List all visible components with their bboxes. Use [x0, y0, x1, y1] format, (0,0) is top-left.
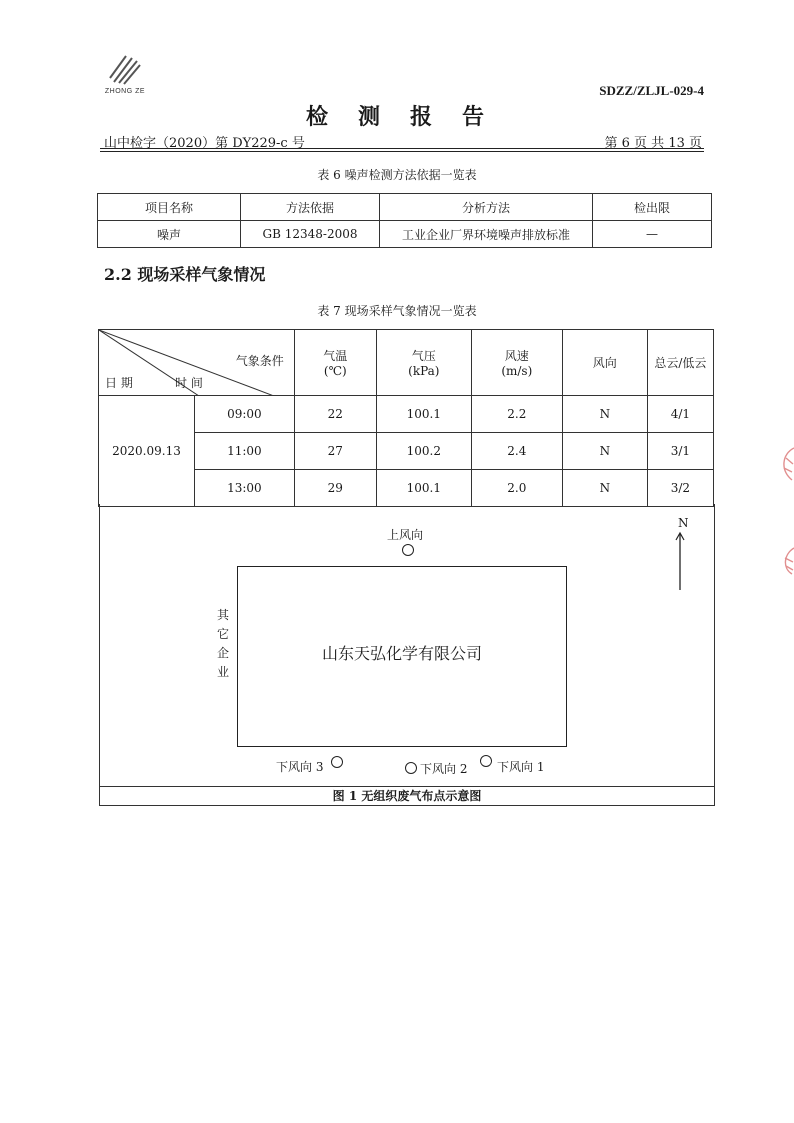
- wind-speed-cell: 2.2: [471, 396, 562, 433]
- section-heading: 2.2 现场采样气象情况: [104, 265, 266, 284]
- table6-cell: GB 12348-2008: [241, 221, 380, 248]
- header-rule-thin: [100, 151, 704, 152]
- weather-table: [98, 329, 714, 507]
- table7-corner-cell: [99, 330, 295, 396]
- table6-header: 检出限: [593, 194, 712, 221]
- downwind-1-point-icon: [480, 755, 492, 767]
- time-cell: 13:00: [195, 470, 295, 507]
- corner-time-label: 时 间: [175, 376, 203, 390]
- table6-caption: 表 6 噪声检测方法依据一览表: [317, 168, 477, 182]
- document-code: SDZZ/ZLJL-029-4: [599, 83, 704, 98]
- report-number: 山中检字（2020）第 DY229-c 号: [104, 136, 305, 151]
- header-line1: 风速: [504, 349, 529, 363]
- cloud-cell: 3/2: [647, 470, 713, 507]
- temp-cell: 27: [294, 433, 376, 470]
- page-info: 第 6 页 共 13 页: [604, 136, 702, 151]
- upwind-label: 上风向: [387, 528, 424, 542]
- seal-stamp-icon: [776, 440, 794, 600]
- downwind-3-label: 下风向 3: [276, 760, 324, 774]
- temp-cell: 29: [294, 470, 376, 507]
- wind-speed-header: [471, 330, 562, 396]
- table6-header: 分析方法: [380, 194, 593, 221]
- date-cell: 2020.09.13: [99, 396, 195, 507]
- north-label: N: [678, 516, 689, 530]
- logo-text: ZHONG ZE: [104, 88, 146, 95]
- corner-weather-label: 气象条件: [235, 354, 284, 368]
- wind-direction-cell: N: [562, 433, 647, 470]
- time-cell: 11:00: [195, 433, 295, 470]
- table7-caption: 表 7 现场采样气象情况一览表: [317, 304, 477, 318]
- downwind-2-label: 下风向 2: [420, 762, 468, 776]
- downwind-3-point-icon: [331, 756, 343, 768]
- header-rule: [100, 148, 704, 149]
- table6-cell: 噪声: [98, 221, 241, 248]
- table-row: [99, 396, 714, 433]
- header-line2: (℃): [323, 364, 347, 378]
- report-title: 检测报告: [305, 104, 514, 130]
- header-line2: (m/s): [501, 364, 533, 378]
- pressure-cell: 100.1: [376, 396, 471, 433]
- downwind-1-label: 下风向 1: [497, 760, 545, 774]
- downwind-2-point-icon: [405, 762, 417, 774]
- cloud-header: [647, 330, 713, 396]
- header-line1: 总云/低云: [654, 356, 707, 370]
- table-row: [98, 221, 712, 248]
- header-line1: 气温: [323, 349, 348, 363]
- pressure-cell: 100.2: [376, 433, 471, 470]
- upwind-point-icon: [402, 544, 414, 556]
- table6-cell: 工业企业厂界环境噪声排放标准: [380, 221, 593, 248]
- temp-header: [294, 330, 376, 396]
- cloud-cell: 3/1: [647, 433, 713, 470]
- wind-speed-cell: 2.0: [471, 470, 562, 507]
- table6-header: 项目名称: [98, 194, 241, 221]
- company-boundary: [237, 566, 567, 747]
- company-name: 山东天弘化学有限公司: [321, 644, 482, 663]
- wind-direction-cell: N: [562, 470, 647, 507]
- noise-method-table: [97, 193, 712, 248]
- corner-date-label: 日 期: [105, 376, 133, 390]
- table6-cell: —: [593, 221, 712, 248]
- table6-header: 方法依据: [241, 194, 380, 221]
- wind-speed-cell: 2.4: [471, 433, 562, 470]
- wind-direction-header: [562, 330, 647, 396]
- header-line1: 气压: [411, 349, 436, 363]
- side-label: 其它企业: [216, 608, 229, 679]
- wind-direction-cell: N: [562, 396, 647, 433]
- header-line1: 风向: [592, 356, 617, 370]
- north-arrow-icon: [672, 530, 688, 592]
- figure-caption: 图 1 无组织废气布点示意图: [99, 786, 715, 806]
- cloud-cell: 4/1: [647, 396, 713, 433]
- time-cell: 09:00: [195, 396, 295, 433]
- pressure-cell: 100.1: [376, 470, 471, 507]
- temp-cell: 22: [294, 396, 376, 433]
- pressure-header: [376, 330, 471, 396]
- header-line2: (kPa): [408, 364, 440, 378]
